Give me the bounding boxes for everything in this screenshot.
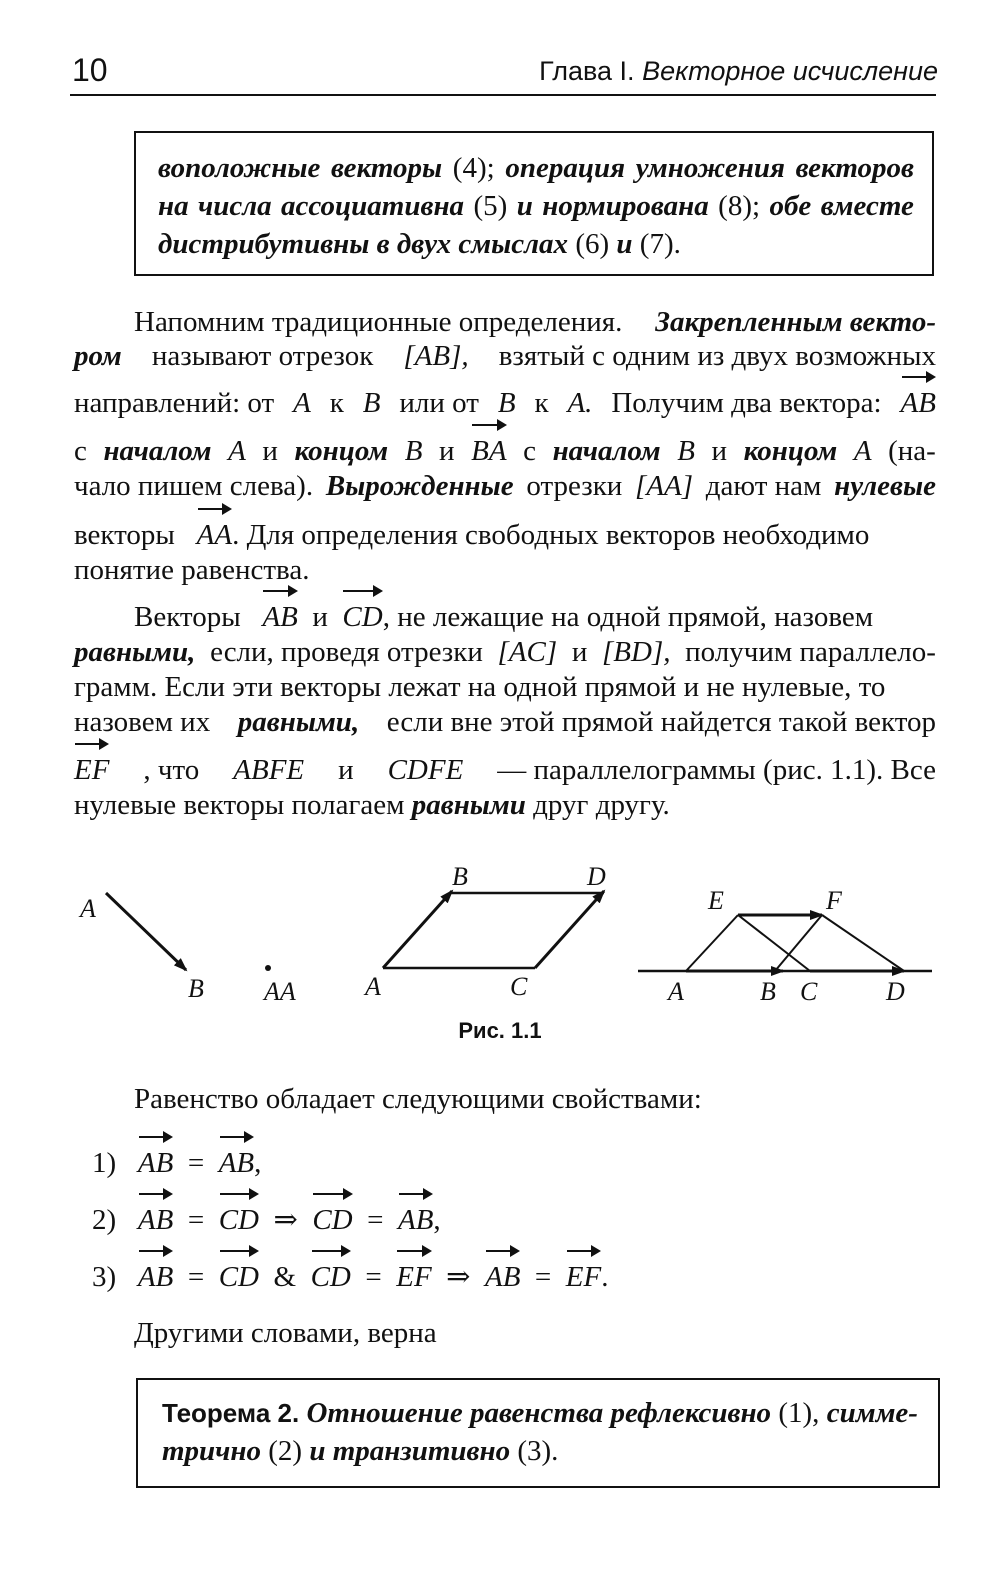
header-rule [70,94,936,96]
box-word: операция [505,152,626,184]
text-run: с [523,435,536,467]
fig-label-a: A [668,977,684,1006]
period: . [601,1261,609,1293]
eq-sign: = [534,1261,552,1293]
vector-cd: CD [310,1261,351,1293]
fig-zero-vector-point [265,965,271,971]
box-word: воположные [158,152,321,184]
text-run: — параллелограммы (рис. 1.1). Все [497,754,936,786]
chapter-title: Векторное исчисление [642,56,938,86]
chapter-label: Глава I. [539,56,635,86]
term-zero: нулевые [834,470,936,502]
var: B [497,387,516,419]
term: началом [103,435,212,467]
implies-sign: ⇒ [446,1261,471,1293]
text-run: друг другу. [533,789,670,821]
p2-line-3 [74,670,936,704]
text-run: Другими словами, верна [134,1317,437,1349]
fig-vector-ab-par [383,891,452,968]
text-run: назовем их [74,706,211,738]
fig-vector-cd-par [535,891,604,968]
fig-label-b: B [188,974,204,1003]
box-word: на [158,190,189,222]
box-word: нормирована [542,190,709,222]
fig-segment-fd [822,915,904,971]
text-run: и [571,636,588,668]
text-run: к [534,387,549,419]
text-run: с [74,435,87,467]
fig-label-a: A [80,894,96,923]
property-2 [92,1203,441,1237]
text-run: , не лежащие на одной прямой, назовем [382,601,874,633]
item-number: 3) [92,1261,117,1293]
text-run: или от [399,387,479,419]
vector-ef: EF [74,754,110,786]
term: началом [552,435,661,467]
eq-sign: = [365,1261,382,1293]
vector-ab: AB [900,387,936,419]
segment-ac: [AC] [497,636,558,668]
p2-line-4 [74,705,936,739]
box-word: векторов [795,152,914,184]
p1-line-1 [134,305,936,339]
var: A [853,435,872,467]
text-run: нулевые векторы полагаем [74,789,405,821]
fig-label-aa: AA [264,977,296,1006]
vector-ab: AB [137,1261,174,1293]
box-word: и [616,228,633,260]
and-sign: & [273,1261,297,1293]
box-word: (8); [718,190,761,222]
box-line-1 [158,151,914,185]
text-run: Получим два вектора: [611,387,882,419]
term: концом [294,435,389,467]
box-word: числа [198,190,272,222]
vector-ab: AB [137,1147,174,1179]
box-word: обе [769,190,812,222]
text-run: и [338,754,354,786]
term-equal: равными [411,789,526,821]
text-run: взятый с одним из двух возможных [498,340,936,372]
box-word: (5) [473,190,508,222]
box-line-3 [158,227,910,261]
text-run: и [439,435,455,467]
vector-ab: AB [137,1204,174,1236]
vector-ef: EF [396,1261,432,1293]
comma: , [254,1147,262,1179]
box-line-2 [158,189,914,223]
fig-vector-ab [106,893,186,970]
theorem-text: Отношение равенства рефлексивно [306,1397,772,1429]
eq-sign: = [187,1147,205,1179]
segment-bd: [BD], [602,636,671,668]
p2-line-5 [74,753,936,787]
text-run: понятие равенства. [74,554,310,586]
var: B [362,387,381,419]
term-equal: равными, [237,706,360,738]
p1-line-7 [74,553,309,587]
text-run: , что [143,754,200,786]
property-3 [92,1260,608,1294]
vector-ab: AB [262,601,298,633]
var: B [404,435,423,467]
box-word: ассоциативна [281,190,465,222]
fig-label-f: F [826,886,842,915]
term-equal: равными, [74,636,196,668]
vector-ab: AB [397,1204,434,1236]
text-run: направлений: от [74,387,275,419]
fig-label-a: A [365,972,381,1001]
fig-label-b: B [452,862,468,891]
vector-ab: AB [218,1147,255,1179]
fig-label-c: C [800,977,818,1006]
p1-line-5 [74,469,936,503]
text-run: грамм. Если эти векторы лежат на одной прямой и не нулевые, то [74,671,886,703]
text-run: и [711,435,728,467]
comma: , [433,1204,441,1236]
var: A [228,435,246,467]
box-ref: (6) [575,228,610,260]
eq-sign: = [367,1204,384,1236]
vector-ef: EF [565,1261,602,1293]
box-word: и [516,190,533,222]
fig-label-b: B [760,977,776,1006]
vector-ba: BA [471,435,507,467]
p1-line-6 [74,518,936,552]
text-run: и [312,601,328,633]
p2-line-1 [134,600,936,634]
text-run: (на- [888,435,936,467]
eq-sign: = [187,1204,205,1236]
text-run: отрезки [526,470,623,502]
text-run: называют отрезок [151,340,374,372]
var: A. [567,387,593,419]
var: B [677,435,695,467]
item-number: 2) [92,1204,117,1236]
text-run: дают нам [705,470,822,502]
vector-aa: AA [196,519,233,551]
vector-cd: CD [218,1204,260,1236]
text-run: Векторы [134,601,241,633]
text-run: если, проведя отрезки [210,636,483,668]
fig-label-c: C [510,972,528,1001]
theorem-box [136,1378,940,1488]
parallelogram-cdfe: CDFE [387,754,464,786]
eq-sign: = [187,1261,205,1293]
vector-cd: CD [342,601,383,633]
implies-sign: ⇒ [273,1204,298,1236]
text-run: получим параллело- [685,636,936,668]
box-word: вместе [820,190,914,222]
text-run: к [329,387,344,419]
text-run: если вне этой прямой найдется такой вектор [386,706,936,738]
parallelogram-abfe: ABFE [233,754,305,786]
text-run: и [262,435,278,467]
term-degenerate: Вырожденные [325,470,514,502]
theorem-text: симме- [826,1397,918,1429]
text-run: Равенство обладает следующими свойствами: [134,1083,702,1115]
p2-line-2 [74,635,936,669]
theorem-text: и транзитивно [309,1435,511,1467]
box-phrase: дистрибутивны в двух смыслах [158,228,569,260]
continued-summary-box [134,131,934,276]
fig-segment-ae [686,915,738,971]
property-1 [92,1146,261,1180]
theorem-ref: (1), [778,1397,820,1429]
text-run: векторы [74,519,175,551]
var: A [293,387,311,419]
after-props [134,1316,437,1350]
theorem-line-1 [162,1396,918,1430]
theorem-ref: (3). [517,1435,559,1467]
vector-cd: CD [218,1261,260,1293]
theorem-label: Теорема 2. [162,1398,300,1428]
props-intro [134,1082,702,1116]
page-number: 10 [72,52,108,88]
vector-cd: CD [312,1204,353,1236]
theorem-ref: (2) [268,1435,303,1467]
theorem-line-2 [162,1434,916,1468]
text-run: Напомним традиционные определения. [134,306,623,338]
item-number: 1) [92,1147,117,1179]
p1-line-2 [74,339,936,373]
box-word: умножения [635,152,785,184]
running-header [539,56,938,87]
text-run: чало пишем слева). [74,470,314,502]
text-run: . Для определения свободных векторов необходимо [232,519,870,551]
fig-label-e: E [708,886,724,915]
fig-label-d: D [587,862,606,891]
term-fixed-vector-end: ром [74,340,122,372]
theorem-text: трично [162,1435,262,1467]
p2-line-6 [74,788,670,822]
figure-caption: Рис. 1.1 [458,1018,542,1043]
segment-aa: [AA] [635,470,694,502]
box-word: векторы [331,152,443,184]
fig-label-d: D [886,977,905,1006]
segment-ab: [AB], [403,340,469,372]
box-ref: (7). [639,228,681,260]
term: концом [743,435,838,467]
term-fixed-vector: Закрепленным векто- [655,306,936,338]
box-word: (4); [452,152,495,184]
p1-line-3 [74,386,936,420]
vector-ab: AB [484,1261,521,1293]
figure-1-1 [0,855,1000,1015]
p1-line-4 [74,434,936,468]
